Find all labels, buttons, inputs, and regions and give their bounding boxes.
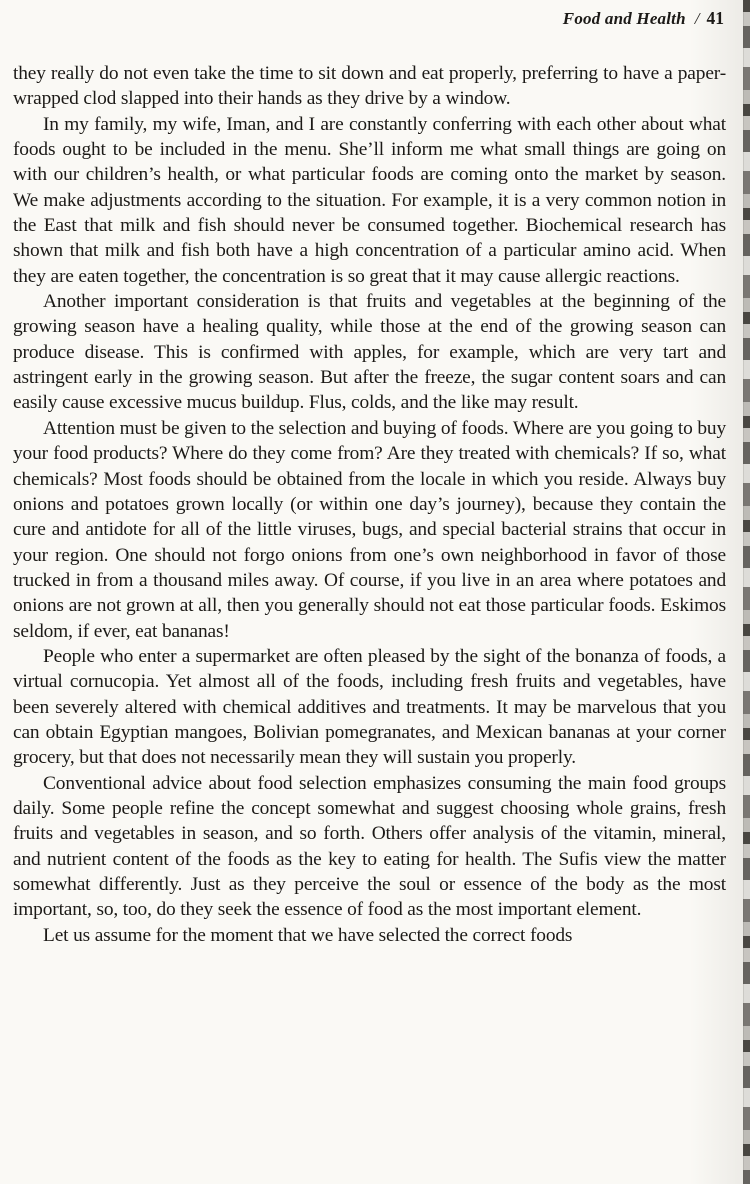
header-separator: / (694, 9, 700, 28)
page-number: 41 (706, 8, 724, 28)
scan-edge-artifact (743, 0, 750, 1184)
paragraph: they really do not even take the time to sit down and eat properly, preferring to have a paper-wrapped clod slapped into their hands as they drive by a window. (13, 63, 726, 110)
page-body (13, 61, 726, 948)
paragraph: Another important consideration is that fruits and vegetables at the beginning of the growing season have a healing quality, while those at the end of the growing season can produce disease. This is confirmed with apples, for example, which are very tart and astringent early in the growing season. But after the freeze, the sugar content soars and can easily cause excessive mucus buildup. Flus, colds, and the like may result. (13, 291, 726, 414)
running-title: Food and Health (562, 9, 686, 28)
page-header (0, 8, 724, 29)
paragraph: Let us assume for the moment that we have selected the correct foods (43, 924, 573, 946)
paragraph: In my family, my wife, Iman, and I are constantly conferring with each other about what foods ought to be included in the menu. She’ll inform me what small things are going on with our children’s health, or what particular foods are coming onto the market by season. We make adjustments according to the situation. For example, it is a very common notion in the East that milk and fish should never be consumed together. Biochemical research has shown that milk and fish both have a high concentration of a particular amino acid. When they are eaten together, the concentration is so great that it may cause allergic reactions. (13, 113, 726, 287)
paragraph: Attention must be given to the selection and buying of foods. Where are you going to buy your food products? Where do they come from? Are they treated with chemicals? If so, what chemicals? Most foods should be obtained from the locale in which you reside. Always buy onions and potatoes grown locally (or within one day’s journey), because they contain the cure and antidote for all of the little viruses, bugs, and special bacterial strains that occur in your region. One should not forgo onions from one’s own neighborhood in favor of those trucked in from a thousand miles away. Of course, if you live in an area where potatoes and onions are not grown at all, then you generally should not eat those particular foods. Eskimos seldom, if ever, eat bananas! (13, 417, 726, 642)
paragraph: Conventional advice about food selection emphasizes consuming the main food groups daily. Some people refine the concept somewhat and suggest choosing whole grains, fresh fruits and vegetables in season, and so forth. Others offer analysis of the vitamin, mineral, and nutrient content of the foods as the key to eating for health. The Sufis view the matter somewhat differently. Just as they perceive the soul or essence of the body as the most important, so, too, do they seek the essence of food as the most important element. (13, 772, 726, 921)
paragraph: People who enter a supermarket are often pleased by the sight of the bonanza of foods, a virtual cornucopia. Yet almost all of the foods, including fresh fruits and vegetables, have been severely altered with chemical additives and treatments. It may be marvelous that you can obtain Egyptian mangoes, Bolivian pomegranates, and Mexican bananas at your corner grocery, but that does not necessarily mean they will sustain you properly. (13, 645, 726, 769)
